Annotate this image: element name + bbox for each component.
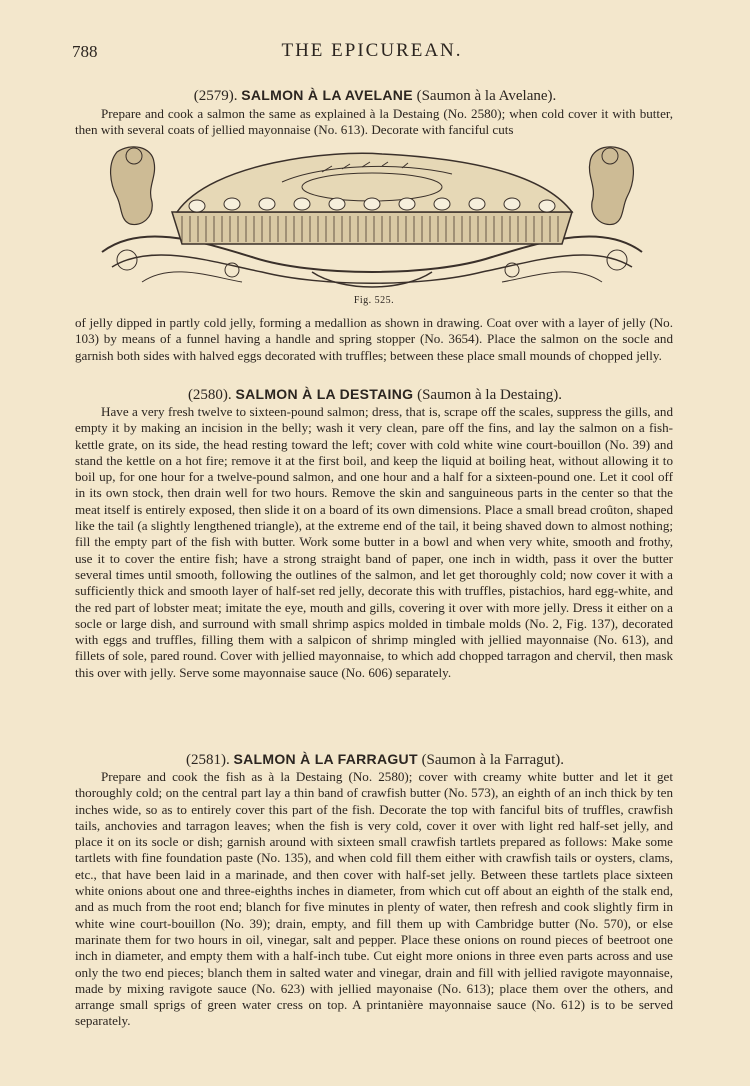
recipe-2580-paragraph: Have a very fresh twelve to sixteen-pound salmon; dress, that is, scrape off the scales, suppress the gills, and empty it by making an incision in the belly; wash it very clean, pare off the fins, and lay the salmon on a fish-kettle grate, on its side, the head resting toward the left; cover with cold white wine court-bouillon (No. 39) and stand the kettle on a hot fire; remove it at the first boil, and keep the liquid at boiling heat, without allowing it to boil up, for one hour for a twelve-pound salmon, and one hour and a half for a sixteen-pound one. Let it cool off in its own stock, then drain well for two hours. Remove the skin and sanguineous parts in the center so that the meat itself is entirely exposed, then slide it on a board of its own dimensions. Place a small bread croûton, shaped like the tail (a slightly lengthened triangle), at the extreme end of the tail, it being shaved down to almost nothing; fill the empty part of the fish with butter. Work some butter in a bowl and when very white, smooth and frothy, use it to cover the entire fish; have a strong straight band of paper, one inch in width, pass it over the butter several times until smooth, following the outlines of the salmon, and let get thoroughly cold; now cover it with a sufficiently thick and smooth layer of half-set red jelly, decorate this with truffles, pistachios, hard egg-white, and the red part of lobster meat; imitate the eye, mouth and gills, covering it over with more jelly. Dress it either on a socle or large dish, and surround with small shrimp aspics molded in timbale molds (No. 2, Fig. 137), decorated with eggs and truffles, filling them with a salpicon of shrimp mingled with jellied mayonnaise (No. 613), and fillets of sole, pared round. Cover with jellied mayonnaise, to which add chopped tarragon and chervil, then mask this over with jelly. Serve some mayonnaise sauce (No. 606) separately. [75,404,673,680]
recipe-number: (2581). [185,752,230,768]
recipe-title: SALMON À LA AVELANE [241,87,413,103]
salmon-engraving-figure [82,142,662,294]
page-header [72,40,672,64]
recipe-title: SALMON À LA FARRAGUT [233,751,418,767]
recipe-2580-heading [75,386,675,404]
recipe-2579-paragraph-1: Prepare and cook a salmon the same as explained à la Destaing (No. 2580); when cold cover it with butter, then with several coats of jellied mayonnaise (No. 613). Decorate with fanciful cuts [75,106,673,138]
figure-caption: Fig. 525. [353,295,395,306]
recipe-2581-heading [75,751,675,769]
recipe-subtitle: (Saumon à la Destaing). [417,387,563,403]
recipe-number: (2580). [187,387,232,403]
running-title: THE EPICUREAN. [281,40,463,61]
recipe-2579-paragraph-2: of jelly dipped in partly cold jelly, forming a medallion as shown in drawing. Coat over with a layer of jelly (No. 103) by means of a funnel having a handle and spring stopper (No. 3654). Place the salmon on the socle and garnish both sides with halved eggs decorated with truffles; between these place small mounds of chopped jelly. [75,315,673,363]
recipe-2579-heading [75,87,675,105]
recipe-subtitle: (Saumon à la Farragut). [421,752,565,768]
recipe-number: (2579). [193,88,238,104]
recipe-2581-paragraph: Prepare and cook the fish as à la Destaing (No. 2580); cover with creamy white butter and let it get thoroughly cold; on the central part lay a thin band of crawfish butter (No. 573), an eighth of an inch thick by ten inches wide, so as to entirely cover this part of the fish. Decorate the top with fanciful bits of truffles, crawfish tails, anchovies and tarragon leaves; when the fish is very cold, cover it over with light red half-set jelly, and place it on its socle or dish; garnish around with sixteen small crawfish tartlets prepared as follows: Make some tartlets with fine foundation paste (No. 135), and when cold fill them either with crawfish tails or oysters, clams, etc., that have been laid in a marinade, and then cover with half-set jelly. Between these tartlets place sixteen white onions about one and three-eighths inches in diameter, from which cut off about an eighth of the stalk end, and as much from the root end; blanch for five minutes in plenty of water, then refresh and cook slightly firm in white wine court-bouillon (No. 39); drain, empty, and fill them up with Cambridge butter (No. 570), or else marinate them for two hours in oil, vinegar, salt and pepper. Place these onions on round pieces of beetroot one inch in diameter, and empty them with a half-inch tube. Cut eight more onions in three even parts across and use only the two end pieces; blanch them in salted water and vinegar, drain and fill with jellied ravigote mayonnaise, made by mixing ravigote sauce (No. 623) with jellied mayonaise (No. 613); place them over the others, and arrange small sprigs of green water cress on top. A printanière mayonnaise sauce (No. 612) is to be served separately. [75,769,673,1029]
page-number: 788 [72,42,98,61]
recipe-subtitle: (Saumon à la Avelane). [416,88,557,104]
recipe-title: SALMON À LA DESTAING [235,386,414,402]
